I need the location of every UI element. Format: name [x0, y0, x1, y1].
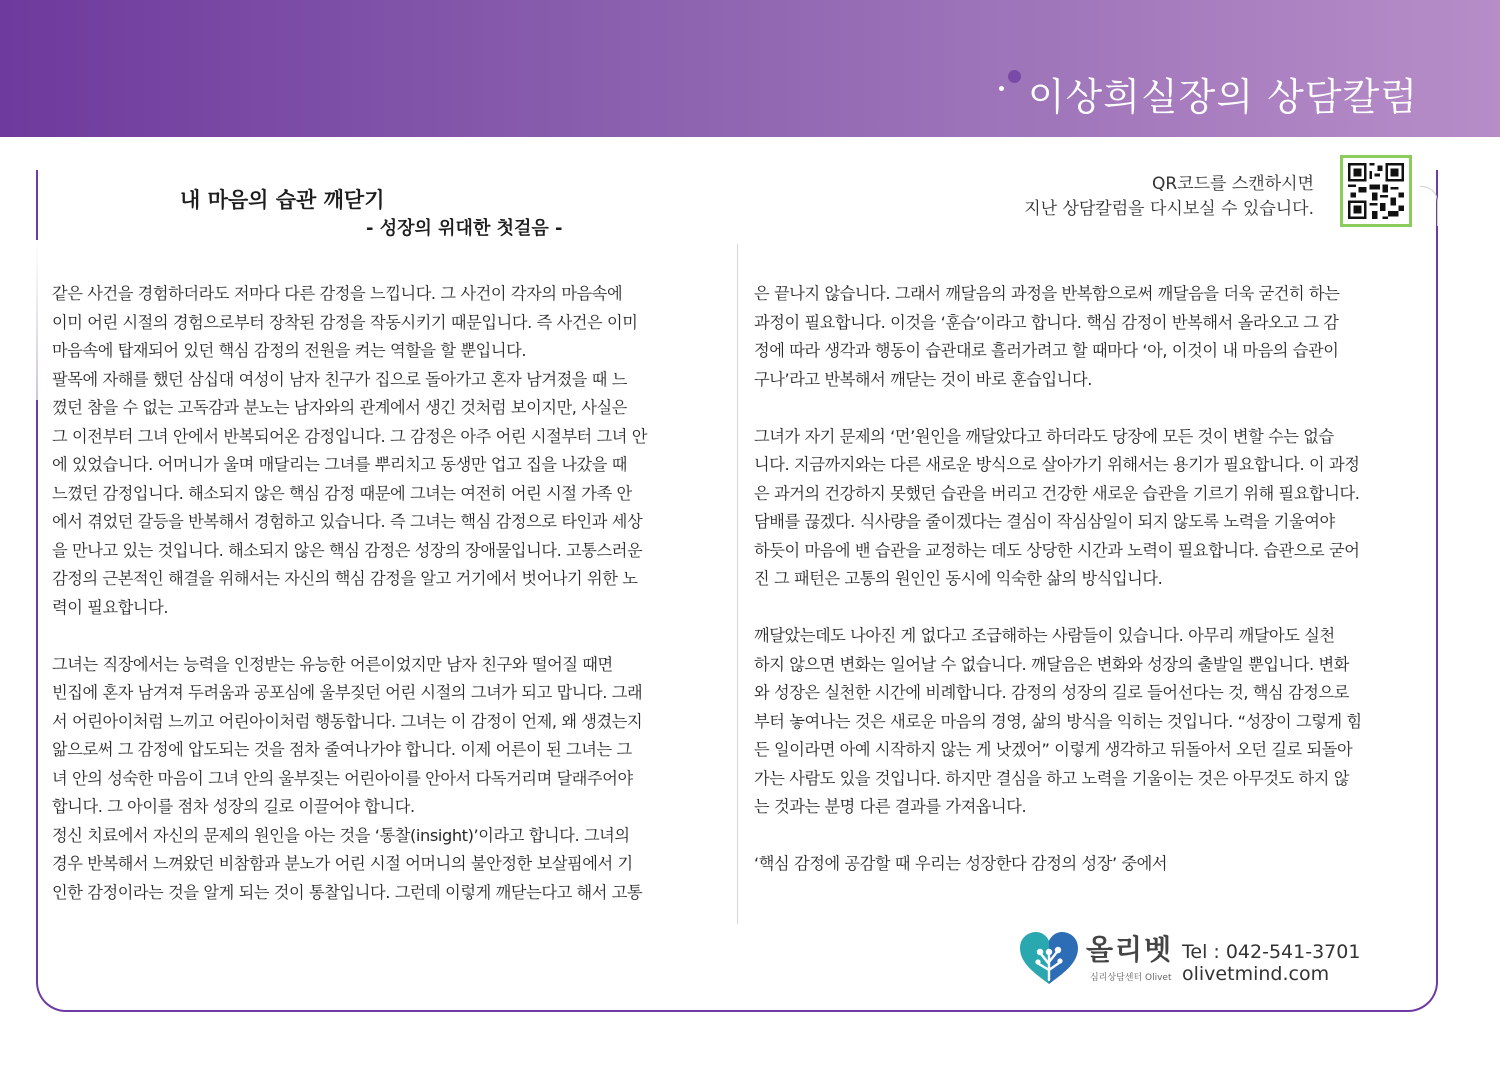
column-series-title: 이상희실장의 상담칼럼: [1028, 66, 1418, 121]
article-line: [754, 394, 1418, 423]
article-line: 합니다. 그 아이를 점차 성장의 길로 이끌어야 합니다.: [52, 797, 415, 816]
article-line: 니다. 지금까지와는 다른 새로운 방식으로 살아가기 위해서는 용기가 필요합니다. 이 과정: [754, 455, 1360, 474]
article-line: 을 만나고 있는 것입니다. 해소되지 않은 핵심 감정은 성장의 장애물입니다. 고통스러운: [52, 540, 643, 560]
article-right-column: [754, 280, 1418, 879]
article-line: 인한 감정이라는 것을 알게 되는 것이 통찰입니다. 그런데 이렇게 깨닫는다고 해서 고통: [52, 882, 643, 902]
article-line: 하지 않으면 변화는 일어날 수 없습니다. 깨달음은 변화와 성장의 출발일 뿐입니다. 변화: [754, 654, 1349, 674]
article-line: 가는 사람도 있을 것입니다. 하지만 결심을 하고 노력을 기울이는 것은 아무것도 하지 않: [754, 768, 1349, 788]
article-line: 구나’라고 반복해서 깨닫는 것이 바로 훈습입니다.: [754, 369, 1092, 389]
article-line: 진 그 패턴은 고통의 원인인 동시에 익숙한 삶의 방식입니다.: [754, 569, 1163, 588]
article-line: [754, 822, 1418, 851]
article-left-column: [52, 280, 722, 907]
qr-code[interactable]: [1340, 155, 1412, 227]
phone-number[interactable]: Tel : 042-541-3701: [1182, 941, 1361, 963]
article-line: 경우 반복해서 느껴왔던 비참함과 분노가 어린 시절 어머니의 불안정한 보살핌에서 기: [52, 854, 633, 873]
article-line: 그 이전부터 그녀 안에서 반복되어온 감정입니다. 그 감정은 아주 어린 시절부터 그녀 안: [52, 426, 647, 446]
article-line: 에서 겪었던 갈등을 반복해서 경험하고 있습니다. 즉 그녀는 핵심 감정으로 타인과 세상: [52, 512, 643, 531]
article-line: 느꼈던 감정입니다. 해소되지 않은 핵심 감정 때문에 그녀는 여전히 어린 시절 가족 안: [52, 483, 632, 503]
qr-caption-line-1: QR코드를 스캔하시면: [1152, 174, 1314, 194]
article-line: 깨달았는데도 나아진 게 없다고 조급해하는 사람들이 있습니다. 아무리 깨달아도 실천: [754, 626, 1335, 645]
article-line: 은 과거의 건강하지 못했던 습관을 버리고 건강한 새로운 습관을 기르기 위해 필요합니다.: [754, 483, 1360, 503]
article-line: 팔목에 자해를 했던 삼십대 여성이 남자 친구가 집으로 돌아가고 혼자 남겨졌을 때 느: [52, 369, 628, 389]
article-line: 마음속에 탑재되어 있던 핵심 감정의 전원을 켜는 역할을 할 뿐입니다.: [52, 341, 527, 360]
article-line: 은 끝나지 않습니다. 그래서 깨달음의 과정을 반복함으로써 깨달음을 더욱 굳건히 하는: [754, 284, 1340, 303]
article-line: 꼈던 참을 수 없는 고독감과 분노는 남자와의 관계에서 생긴 것처럼 보이지만, 사실은: [52, 398, 628, 417]
article-line: 담배를 끊겠다. 식사량을 줄이겠다는 결심이 작심삼일이 되지 않도록 노력을 기울여야: [754, 512, 1335, 531]
article-line: 정에 따라 생각과 행동이 습관대로 흘러가려고 할 때마다 ‘아, 이것이 내 마음의 습관이: [754, 341, 1339, 360]
qr-caption-line-2: 지난 상담칼럼을 다시보실 수 있습니다.: [1024, 199, 1314, 219]
qr-code-icon: [1348, 163, 1404, 219]
brand-name: 올리벳: [1086, 933, 1174, 966]
article-line: 에 있었습니다. 어머니가 울며 매달리는 그녀를 뿌리치고 동생만 업고 집을 나갔을 때: [52, 455, 628, 474]
article-line: 감정의 근본적인 해결을 위해서는 자신의 핵심 감정을 알고 거기에서 벗어나기 위한 노: [52, 569, 638, 588]
bullet-dot-icon: [1008, 70, 1021, 83]
brand-subtitle: 심리상담센터 Olivet: [1090, 973, 1172, 983]
article-line: [754, 594, 1418, 623]
article-line: 이미 어린 시절의 경험으로부터 장착된 감정을 작동시키기 때문입니다. 즉 사건은 이미: [52, 312, 638, 332]
article-line: 그녀가 자기 문제의 ‘먼’원인을 깨달았다고 하더라도 당장에 모든 것이 변할 수는 없습: [754, 426, 1334, 446]
article-line: 정신 치료에서 자신의 문제의 원인을 아는 것을 ‘통찰(insight)’이라고 합니다. 그녀의: [52, 825, 630, 845]
heart-tree-logo-icon: [1018, 930, 1080, 986]
qr-caption: [1024, 172, 1314, 222]
bullet-small-dot-icon: [999, 86, 1004, 91]
article-line: 와 성장은 실천한 시간에 비례합니다. 감정의 성장의 길로 들어선다는 것, 핵심 감정으로: [754, 683, 1349, 702]
article-line: 력이 필요합니다.: [52, 597, 169, 617]
column-divider: [737, 244, 738, 924]
article-line: 부터 놓여나는 것은 새로운 마음의 경영, 삶의 방식을 익히는 것입니다. “성장이 그렇게 힘: [754, 711, 1362, 731]
header-banner: [0, 0, 1500, 137]
frame-edge: [36, 240, 38, 400]
article-line: 앎으로써 그 감정에 압도되는 것을 점차 줄여나가야 합니다. 이제 어른이 된 그녀는 그: [52, 740, 632, 759]
article-line: 그녀는 직장에서는 능력을 인정받는 유능한 어른이었지만 남자 친구와 떨어질 때면: [52, 654, 613, 674]
article-line: 같은 사건을 경험하더라도 저마다 다른 감정을 느낍니다. 그 사건이 각자의 마음속에: [52, 284, 623, 303]
article-line: 녀 안의 성숙한 마음이 그녀 안의 울부짖는 어린아이를 안아서 다독거리며 달래주어야: [52, 768, 633, 788]
article-line: 과정이 필요합니다. 이것을 ‘훈습’이라고 합니다. 핵심 감정이 반복해서 올라오고 그 감: [754, 312, 1339, 332]
article-line: ‘핵심 감정에 공감할 때 우리는 성장한다 감정의 성장’ 중에서: [754, 854, 1168, 873]
article-line: 하듯이 마음에 밴 습관을 교정하는 데도 상당한 시간과 노력이 필요합니다. 습관으로 굳어: [754, 540, 1360, 560]
article-line: 는 것과는 분명 다른 결과를 가져옵니다.: [754, 797, 1027, 816]
article-title: 내 마음의 습관 깨닫기: [180, 188, 385, 212]
article-subtitle: - 성장의 위대한 첫걸음 -: [366, 218, 563, 239]
website-link[interactable]: olivetmind.com: [1182, 963, 1330, 985]
article-line: 빈집에 혼자 남겨져 두려움과 공포심에 울부짖던 어린 시절의 그녀가 되고 맙니다. 그래: [52, 683, 643, 702]
article-line: 든 일이라면 아예 시작하지 않는 게 낫겠어” 이렇게 생각하고 뒤돌아서 오던 길로 되돌아: [754, 740, 1353, 759]
article-line: 서 어린아이처럼 느끼고 어린아이처럼 행동합니다. 그녀는 이 감정이 언제, 왜 생겼는지: [52, 711, 643, 731]
article-line: [52, 622, 722, 651]
contact-info: [1182, 941, 1360, 985]
